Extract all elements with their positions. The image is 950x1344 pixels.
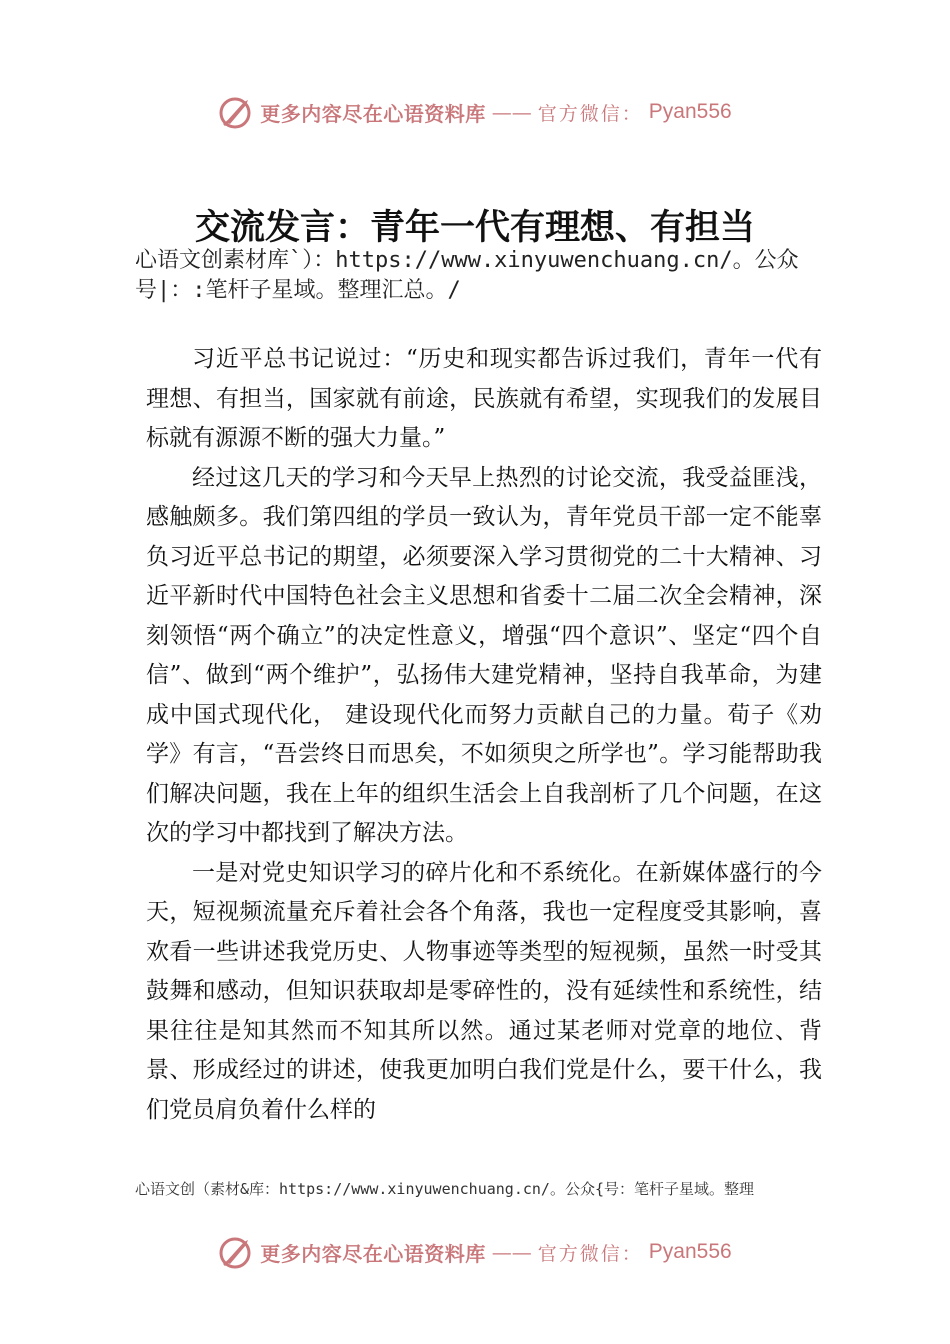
document-title: 交流发言：青年一代有理想、有担当 (194, 207, 755, 248)
footer-source-note: 心语文创（素材&库：https://www.xinyuwenchuang.cn/。公众{号：笔杆子星域。整理 (135, 1180, 754, 1198)
brush-logo-icon (218, 94, 254, 130)
paragraph: 习近平总书记说过：“历史和现实都告诉过我们，青年一代有理想、有担当，国家就有前途，民族就有希望，实现我们的发展目标就有源源不断的强大力量。” (146, 346, 822, 451)
brush-logo-icon (218, 1234, 254, 1270)
banner-wechat-label: 官方微信： (537, 1242, 643, 1265)
banner-wechat-label: 官方微信： (537, 102, 643, 125)
banner-wechat-id: Pyan556 (648, 100, 732, 123)
paragraph: 一是对党史知识学习的碎片化和不系统化。在新媒体盛行的今天，短视频流量充斥着社会各个角落，我也一定程度受其影响，喜欢看一些讲述我党历史、人物事迹等类型的短视频，虽然一时受其鼓舞和感动，但知识获取却是零碎性的，没有延续性和系统性，结果往往是知其然而不知其所以然。通过某老师对党章的地位、背景、形成经过的讲述，使我更加明白我们党是什么，要干什么，我们党员肩负着什么样的 (146, 859, 822, 1123)
document-body (146, 340, 822, 1130)
banner-dash: —— (491, 100, 532, 124)
source-line: 心语文创素材库`）：https://www.xinyuwenchuang.cn/。公众号|：:笔杆子星域。整理汇总。/ (135, 248, 799, 303)
footer-banner (0, 1232, 950, 1272)
banner-dash: —— (491, 1240, 532, 1264)
header-banner (0, 92, 950, 132)
banner-main-text: 更多内容尽在心语资料库 (260, 1241, 486, 1266)
banner-wechat-id: Pyan556 (648, 1240, 732, 1263)
banner-main-text: 更多内容尽在心语资料库 (260, 101, 486, 126)
paragraph: 经过这几天的学习和今天早上热烈的讨论交流，我受益匪浅，感触颇多。我们第四组的学员一致认为，青年党员干部一定不能辜负习近平总书记的期望，必须要深入学习贯彻党的二十大精神、习近平新时代中国特色社会主义思想和省委十二届二次全会精神，深刻领悟“两个确立”的决定性意义，增强“四个意识”、坚定“四个自信”、做到“两个维护”，弘扬伟大建党精神，坚持自我革命，为建成中国式现代化， 建设现代化而努力贡献自己的力量。荀子《劝学》有言，“吾尝终日而思矣，不如须臾之所学也”。学习能帮助我们解决问题，我在上年的组织生活会上自我剖析了几个问题，在这次的学习中都找到了解决方法。 (146, 464, 822, 846)
